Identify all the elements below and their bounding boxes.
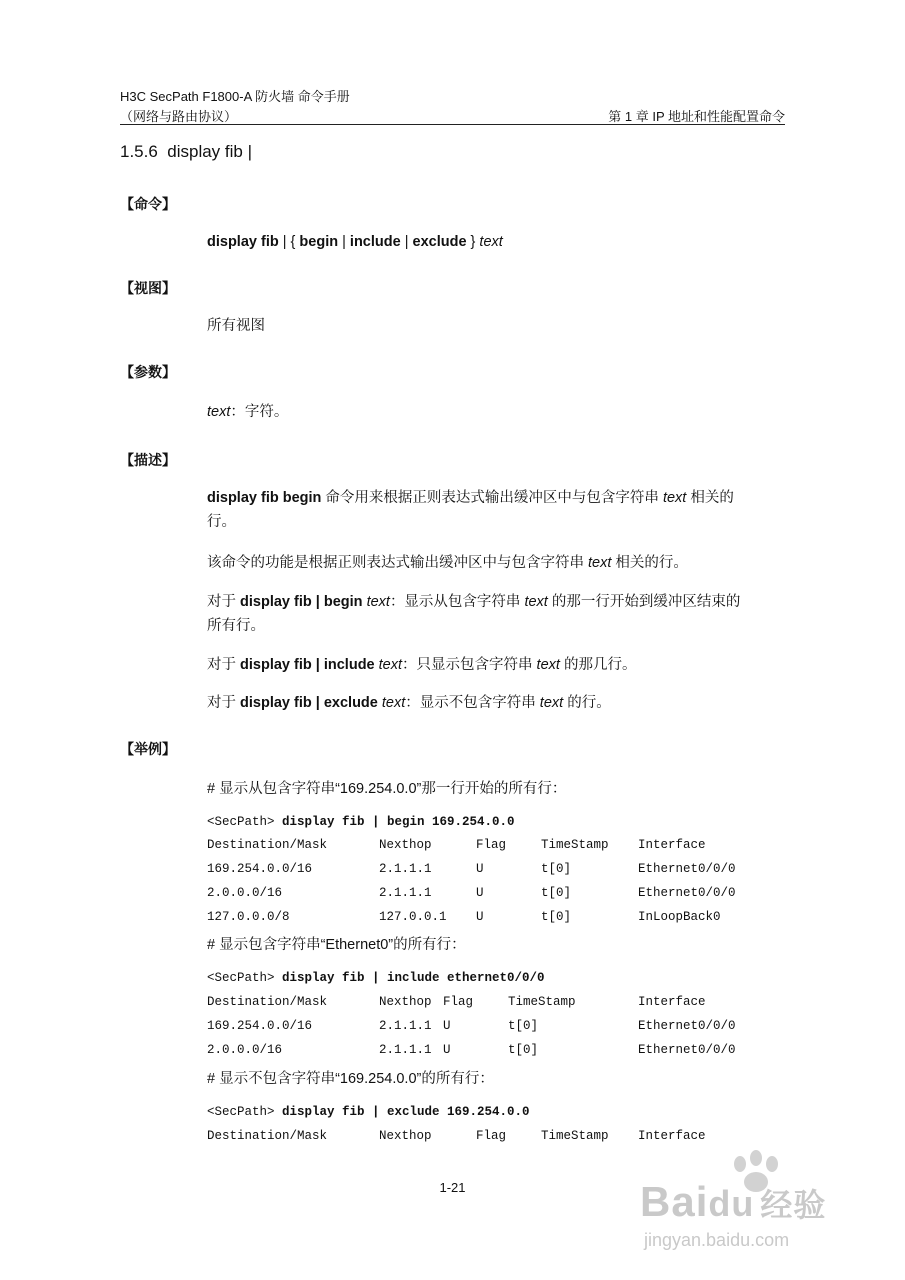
table-cell: t[0] [541, 862, 572, 876]
desc-cmd: display fib | begin [240, 594, 363, 610]
desc-arg: text [378, 657, 403, 673]
table-cell: t[0] [508, 1019, 539, 1033]
param-name: text [207, 404, 231, 420]
table-cell: t[0] [508, 1043, 539, 1057]
cmd-display-fib: display fib [207, 234, 279, 250]
param-desc: ：字符。 [230, 404, 289, 420]
col-header: TimeStamp [541, 838, 609, 852]
col-header: Destination/Mask [207, 838, 328, 852]
col-header: Destination/Mask [207, 1129, 328, 1143]
table-cell: 169.254.0.0/16 [207, 862, 313, 876]
table-cell: t[0] [541, 910, 572, 924]
desc-text: ：显示从包含字符串 [389, 594, 525, 610]
col-header: Nexthop [379, 1129, 432, 1143]
table-cell: 2.1.1.1 [379, 886, 432, 900]
cmd-include: include [349, 234, 401, 250]
example-2-table [207, 995, 787, 1067]
example-1-command-line [207, 815, 515, 829]
page-number: 1-21 [439, 1180, 466, 1195]
cmd-begin: begin [299, 234, 339, 250]
label-command: 【命令】 [120, 196, 176, 212]
desc-paragraph-5 [207, 691, 611, 715]
desc-paragraph-2 [207, 551, 688, 575]
col-header: Interface [638, 995, 706, 1009]
desc-text: 行。 [207, 514, 236, 530]
header-manual-subtitle: （网络与路由协议） [120, 109, 238, 124]
table-cell: U [476, 910, 484, 924]
example-3-comment: # 显示不包含字符串“169.254.0.0”的所有行： [207, 1071, 494, 1087]
header-manual-title: H3C SecPath F1800-A 防火墙 命令手册 [120, 89, 350, 104]
view-text: 所有视图 [207, 318, 265, 334]
section-heading [120, 142, 252, 162]
table-cell: 2.0.0.0/16 [207, 1043, 283, 1057]
table-cell: 2.1.1.1 [379, 1019, 432, 1033]
col-header: Nexthop [379, 995, 432, 1009]
desc-arg: text [588, 555, 612, 571]
watermark-brand-cn: 经验 [760, 1187, 827, 1223]
cmd-sep: } [466, 234, 480, 250]
desc-arg: text [366, 594, 390, 610]
col-header: Flag [476, 838, 507, 852]
watermark-url: jingyan.baidu.com [644, 1230, 790, 1250]
desc-text: 命令用来根据正则表达式输出缓冲区中与包含字符串 [321, 490, 663, 506]
table-cell: 127.0.0.1 [379, 910, 447, 924]
desc-arg: text [381, 695, 406, 711]
cli-command: display fib | begin 169.254.0.0 [282, 815, 515, 829]
desc-cmd: display fib begin [207, 490, 322, 506]
col-header: Interface [638, 1129, 706, 1143]
desc-text: 对于 [207, 695, 241, 711]
table-cell: 2.1.1.1 [379, 862, 432, 876]
desc-arg: text [536, 657, 560, 673]
section-title: display fib | [167, 142, 252, 161]
desc-text: ：只显示包含字符串 [402, 657, 537, 673]
desc-arg: text [539, 695, 564, 711]
desc-cmd: display fib | exclude [240, 695, 378, 711]
desc-text: 对于 [207, 657, 241, 673]
table-cell: Ethernet0/0/0 [638, 862, 736, 876]
desc-text: 的行。 [563, 695, 611, 711]
watermark-brand-bai: Bai [640, 1178, 709, 1225]
col-header: TimeStamp [541, 1129, 609, 1143]
desc-text: 该命令的功能是根据正则表达式输出缓冲区中与包含字符串 [207, 555, 589, 571]
cli-prompt: <SecPath> [207, 971, 283, 985]
example-1-table [207, 838, 787, 934]
desc-cmd: display fib | include [240, 657, 375, 673]
table-cell: U [476, 886, 484, 900]
desc-paragraph-3 [207, 590, 787, 638]
table-cell: U [443, 1043, 451, 1057]
table-cell: Ethernet0/0/0 [638, 886, 736, 900]
table-cell: U [443, 1019, 451, 1033]
col-header: Nexthop [379, 838, 432, 852]
table-cell: U [476, 862, 484, 876]
table-cell: t[0] [541, 886, 572, 900]
cli-command: display fib | exclude 169.254.0.0 [282, 1105, 530, 1119]
label-desc: 【描述】 [120, 452, 176, 468]
col-header: Interface [638, 838, 706, 852]
desc-text: 相关的行。 [611, 555, 688, 571]
label-view: 【视图】 [120, 280, 176, 296]
desc-text: 对于 [207, 594, 241, 610]
desc-paragraph-4 [207, 653, 636, 677]
desc-arg: text [662, 490, 687, 506]
cli-command: display fib | include ethernet0/0/0 [282, 971, 545, 985]
col-header: Flag [443, 995, 474, 1009]
cli-prompt: <SecPath> [207, 815, 283, 829]
col-header: TimeStamp [508, 995, 576, 1009]
desc-text: 相关的 [686, 490, 734, 506]
header-rule [120, 124, 785, 125]
table-cell: Ethernet0/0/0 [638, 1019, 736, 1033]
cmd-exclude: exclude [412, 234, 467, 250]
cmd-sep: | { [278, 234, 300, 250]
command-syntax [207, 230, 503, 254]
cmd-sep: | [338, 234, 350, 250]
table-cell: 2.1.1.1 [379, 1043, 432, 1057]
header-chapter: 第 1 章 IP 地址和性能配置命令 [608, 109, 785, 124]
baidu-watermark [640, 1150, 860, 1260]
label-params: 【参数】 [120, 364, 176, 380]
desc-arg: text [524, 594, 548, 610]
example-2-comment: # 显示包含字符串“Ethernet0”的所有行： [207, 937, 466, 953]
cmd-text-arg: text [479, 234, 503, 250]
table-cell: 2.0.0.0/16 [207, 886, 283, 900]
col-header: Destination/Mask [207, 995, 328, 1009]
table-cell: 127.0.0.0/8 [207, 910, 290, 924]
desc-text: 所有行。 [207, 618, 265, 634]
cli-prompt: <SecPath> [207, 1105, 283, 1119]
cmd-sep: | [400, 234, 413, 250]
param-line [207, 400, 288, 424]
example-2-command-line [207, 971, 545, 985]
label-example: 【举例】 [120, 741, 176, 757]
section-number: 1.5.6 [120, 142, 158, 161]
desc-paragraph-1 [207, 486, 787, 534]
example-3-command-line [207, 1105, 530, 1119]
desc-text: 的那几行。 [559, 657, 637, 673]
example-1-comment: # 显示从包含字符串“169.254.0.0”那一行开始的所有行： [207, 781, 567, 797]
table-cell: InLoopBack0 [638, 910, 721, 924]
desc-text: ：显示不包含字符串 [405, 695, 540, 711]
col-header: Flag [476, 1129, 507, 1143]
watermark-brand-du: du [708, 1183, 755, 1224]
table-cell: 169.254.0.0/16 [207, 1019, 313, 1033]
table-cell: Ethernet0/0/0 [638, 1043, 736, 1057]
desc-text: 的那一行开始到缓冲区结束的 [547, 594, 741, 610]
watermark-brand [640, 1178, 826, 1226]
